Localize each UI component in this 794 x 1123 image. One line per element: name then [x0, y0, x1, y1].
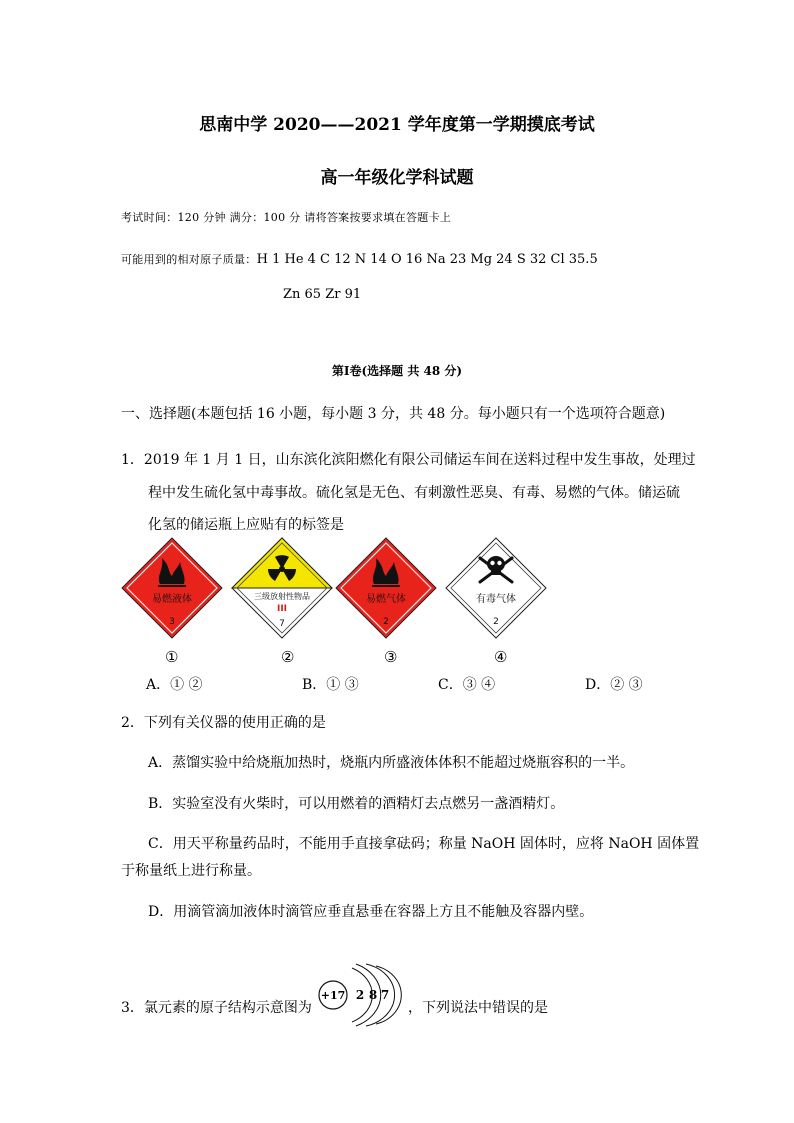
q1-line1: 1．2019 年 1 月 1 日，山东滨化滨阳燃化有限公司储运车间在送料过程中发生事故，处理过	[121, 452, 696, 468]
sign3-class: 2	[383, 617, 389, 627]
sign-label-3: ③	[384, 648, 398, 666]
sign-label-2: ②	[281, 648, 295, 666]
q1-line3: 化氢的储运瓶上应贴有的标签是	[148, 517, 344, 533]
q2-stem: 2．下列有关仪器的使用正确的是	[121, 715, 326, 731]
chlorine-atom-diagram	[316, 958, 406, 1033]
section-heading: 第Ⅰ卷(选择题 共 48 分)	[331, 364, 463, 378]
atomic-mass-label: 可能用到的相对原子质量：	[121, 253, 257, 266]
sign2-text: 三级放射性物品	[254, 592, 310, 601]
atomic-mass-line2: Zn 65 Zr 91	[283, 287, 362, 302]
hazard-sign-2	[232, 538, 332, 638]
q1-option-a: A．① ②	[146, 677, 203, 693]
q1-option-d: D．② ③	[585, 677, 643, 693]
sign2-class: 7	[279, 619, 285, 629]
sign1-class: 3	[169, 617, 175, 627]
section-instructions: 一、选择题(本题包括 16 小题，每小题 3 分，共 48 分。每小题只有一个选项符合题意)	[121, 406, 666, 422]
sign-label-4: ④	[494, 648, 508, 666]
sign3-text: 易燃气体	[366, 594, 406, 605]
sign1-text: 易燃液体	[152, 594, 192, 605]
shell-2-electrons: 8	[368, 988, 378, 1002]
q1-option-c: C．③ ④	[438, 677, 496, 693]
hazard-sign-4	[446, 538, 546, 638]
q3-stem-before: 3．氯元素的原子结构示意图为	[121, 1000, 312, 1016]
q2-option-a: A．蒸馏实验中给烧瓶加热时，烧瓶内所盛液体体积不能超过烧瓶容积的一半。	[148, 755, 635, 771]
q2-option-c-line2: 于称量纸上进行称量。	[121, 863, 261, 879]
nucleus-charge: +17	[320, 989, 346, 1002]
sign-label-1: ①	[165, 648, 179, 666]
hazard-sign-3	[336, 538, 436, 638]
shell-3-electrons: 7	[380, 988, 390, 1002]
exam-subtitle: 高一年级化学科试题	[320, 168, 474, 188]
exam-info: 考试时间：120 分钟 满分：100 分 请将答案按要求填在答题卡上	[121, 211, 452, 224]
atomic-mass-values: H 1 He 4 C 12 N 14 O 16 Na 23 Mg 24 S 32 Cl 35.5	[256, 252, 598, 267]
q3-stem-after: ，下列说法中错误的是	[408, 1000, 548, 1016]
sign4-text: 有毒气体	[476, 594, 516, 605]
shell-1-electrons: 2	[355, 988, 365, 1002]
sign4-class: 2	[493, 617, 499, 627]
exam-title: 思南中学 2020——2021 学年度第一学期摸底考试	[199, 115, 595, 135]
sign2-roman: III	[276, 604, 288, 614]
q1-option-b: B．① ③	[302, 677, 359, 693]
q2-option-b: B．实验室没有火柴时，可以用燃着的酒精灯去点燃另一盏酒精灯。	[148, 796, 565, 812]
q2-option-d: D．用滴管滴加液体时滴管应垂直悬垂在容器上方且不能触及容器内壁。	[148, 904, 594, 920]
hazard-sign-1	[122, 538, 222, 638]
hazard-signs	[120, 536, 560, 640]
q2-option-c-line1: C．用天平称量药品时，不能用手直接拿砝码；称量 NaOH 固体时，应将 NaOH 固体置	[148, 836, 700, 852]
atomic-mass-line1	[121, 248, 598, 267]
q1-line2: 程中发生硫化氢中毒事故。硫化氢是无色、有刺激性恶臭、有毒、易燃的气体。储运硫	[148, 485, 680, 501]
